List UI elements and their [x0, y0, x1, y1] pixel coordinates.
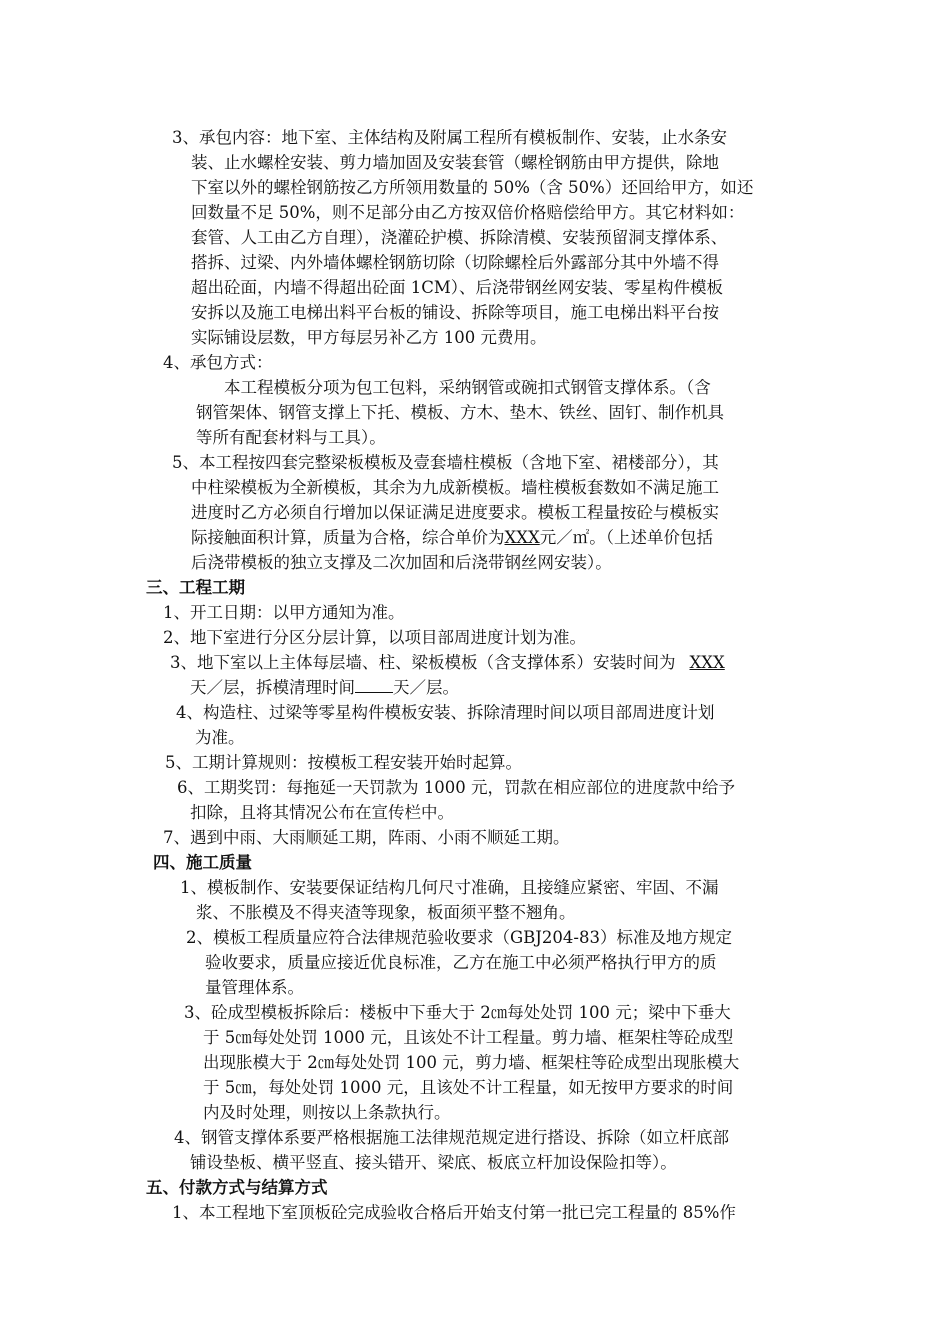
text-line: 装、止水螺栓安装、剪力墙加固及安装套管（螺栓钢筋由甲方提供，除地	[191, 153, 719, 172]
text-line: 为准。	[195, 728, 245, 747]
text-line: 下室以外的螺栓钢筋按乙方所领用数量的 50%（含 50%）还回给甲方，如还	[191, 178, 754, 197]
text-segment: 天／层，拆模清理时间	[190, 678, 355, 697]
text-line: 量管理体系。	[205, 978, 304, 997]
text-line: 安拆以及施工电梯出料平台板的铺设、拆除等项目，施工电梯出料平台按	[191, 303, 719, 322]
text-line: 5、本工程按四套完整梁板模板及壹套墙柱模板（含地下室、裙楼部分），其	[172, 453, 719, 472]
blank-field	[355, 676, 393, 693]
text-line: 3、砼成型模板拆除后：楼板中下垂大于 2㎝每处处罚 100 元；梁中下垂大	[184, 1003, 731, 1022]
text-line: 中柱梁模板为全新模板，其余为九成新模板。墙柱模板套数如不满足施工	[191, 478, 719, 497]
item-title: 4、承包方式：	[163, 353, 273, 372]
text-line: 1、开工日期：以甲方通知为准。	[163, 603, 405, 622]
text-line: 4、钢管支撑体系要严格根据施工法律规范规定进行搭设、拆除（如立杆底部	[174, 1128, 729, 1147]
text-line: 扣除，且将其情况公布在宣传栏中。	[190, 803, 454, 822]
section-heading: 四、施工质量	[153, 853, 252, 872]
text-line: 2、地下室进行分区分层计算，以项目部周进度计划为准。	[163, 628, 586, 647]
text-line: 验收要求，质量应接近优良标准，乙方在施工中必须严格执行甲方的质	[205, 953, 717, 972]
text-line: 于 5㎝每处处罚 1000 元，且该处不计工程量。剪力墙、框架柱等砼成型	[203, 1028, 734, 1047]
text-line: 本工程模板分项为包工包料，采纳钢管或碗扣式钢管支撑体系。（含	[224, 378, 711, 397]
text-line: 后浇带模板的独立支撑及二次加固和后浇带钢丝网安装）。	[191, 553, 612, 572]
text-line: 内及时处理，则按以上条款执行。	[203, 1103, 451, 1122]
text-line: 2、模板工程质量应符合法律规范验收要求（GBJ204-83）标准及地方规定	[186, 928, 732, 947]
unit-price-value: XXX	[504, 528, 540, 547]
text-line: 1、模板制作、安装要保证结构几何尺寸准确，且接缝应紧密、牢固、不漏	[180, 878, 719, 897]
text-line: 钢管架体、钢管支撑上下托、模板、方木、垫木、铁丝、固钉、制作机具	[196, 403, 724, 422]
section-heading: 三、工程工期	[146, 578, 245, 597]
text-line: 6、工期奖罚：每拖延一天罚款为 1000 元，罚款在相应部位的进度款中给予	[177, 778, 735, 797]
text-line: 1、本工程地下室顶板砼完成验收合格后开始支付第一批已完工程量的 85%作	[172, 1203, 736, 1222]
install-days-value: XXX	[689, 653, 725, 672]
text-line	[191, 526, 713, 550]
text-segment: 元／㎡。（上述单价包括	[539, 528, 713, 547]
text-line: 4、构造柱、过梁等零星构件模板安装、拆除清理时间以项目部周进度计划	[176, 703, 715, 722]
text-line: 3、承包内容：地下室、主体结构及附属工程所有模板制作、安装，止水条安	[172, 128, 727, 147]
text-line: 实际铺设层数，甲方每层另补乙方 100 元费用。	[191, 328, 547, 347]
text-line: 于 5㎝，每处处罚 1000 元，且该处不计工程量，如无按甲方要求的时间	[203, 1078, 734, 1097]
text-line	[170, 651, 739, 675]
text-line: 出现胀模大于 2㎝每处处罚 100 元，剪力墙、框架柱等砼成型出现胀模大	[203, 1053, 740, 1072]
text-line: 铺设垫板、横平竖直、接头错开、梁底、板底立杆加设保险扣等）。	[190, 1153, 677, 1172]
text-line: 7、遇到中雨、大雨顺延工期，阵雨、小雨不顺延工期。	[163, 828, 570, 847]
text-segment: 际接触面积计算，质量为合格，综合单价为	[191, 528, 505, 547]
text-segment: 天／层。	[393, 678, 459, 697]
text-line	[190, 676, 459, 700]
text-line: 回数量不足 50%，则不足部分由乙方按双倍价格赔偿给甲方。其它材料如：	[191, 203, 745, 222]
text-line: 浆、不胀模及不得夹渣等现象，板面须平整不翘角。	[196, 903, 576, 922]
text-line: 套管、人工由乙方自理），浇灌砼护模、拆除清模、安装预留洞支撑体系、	[191, 228, 728, 247]
text-line: 进度时乙方必须自行增加以保证满足进度要求。模板工程量按砼与模板实	[191, 503, 719, 522]
text-line: 5、工期计算规则：按模板工程安装开始时起算。	[165, 753, 522, 772]
section-heading: 五、付款方式与结算方式	[146, 1178, 328, 1197]
text-line: 搭拆、过梁、内外墙体螺栓钢筋切除（切除螺栓后外露部分其中外墙不得	[191, 253, 719, 272]
text-line: 超出砼面，内墙不得超出砼面 1CM）、后浇带钢丝网安装、零星构件模板	[191, 278, 724, 297]
text-segment: 3、地下室以上主体每层墙、柱、梁板模板（含支撑体系）安装时间为	[170, 653, 676, 672]
text-line: 等所有配套材料与工具）。	[196, 428, 386, 447]
